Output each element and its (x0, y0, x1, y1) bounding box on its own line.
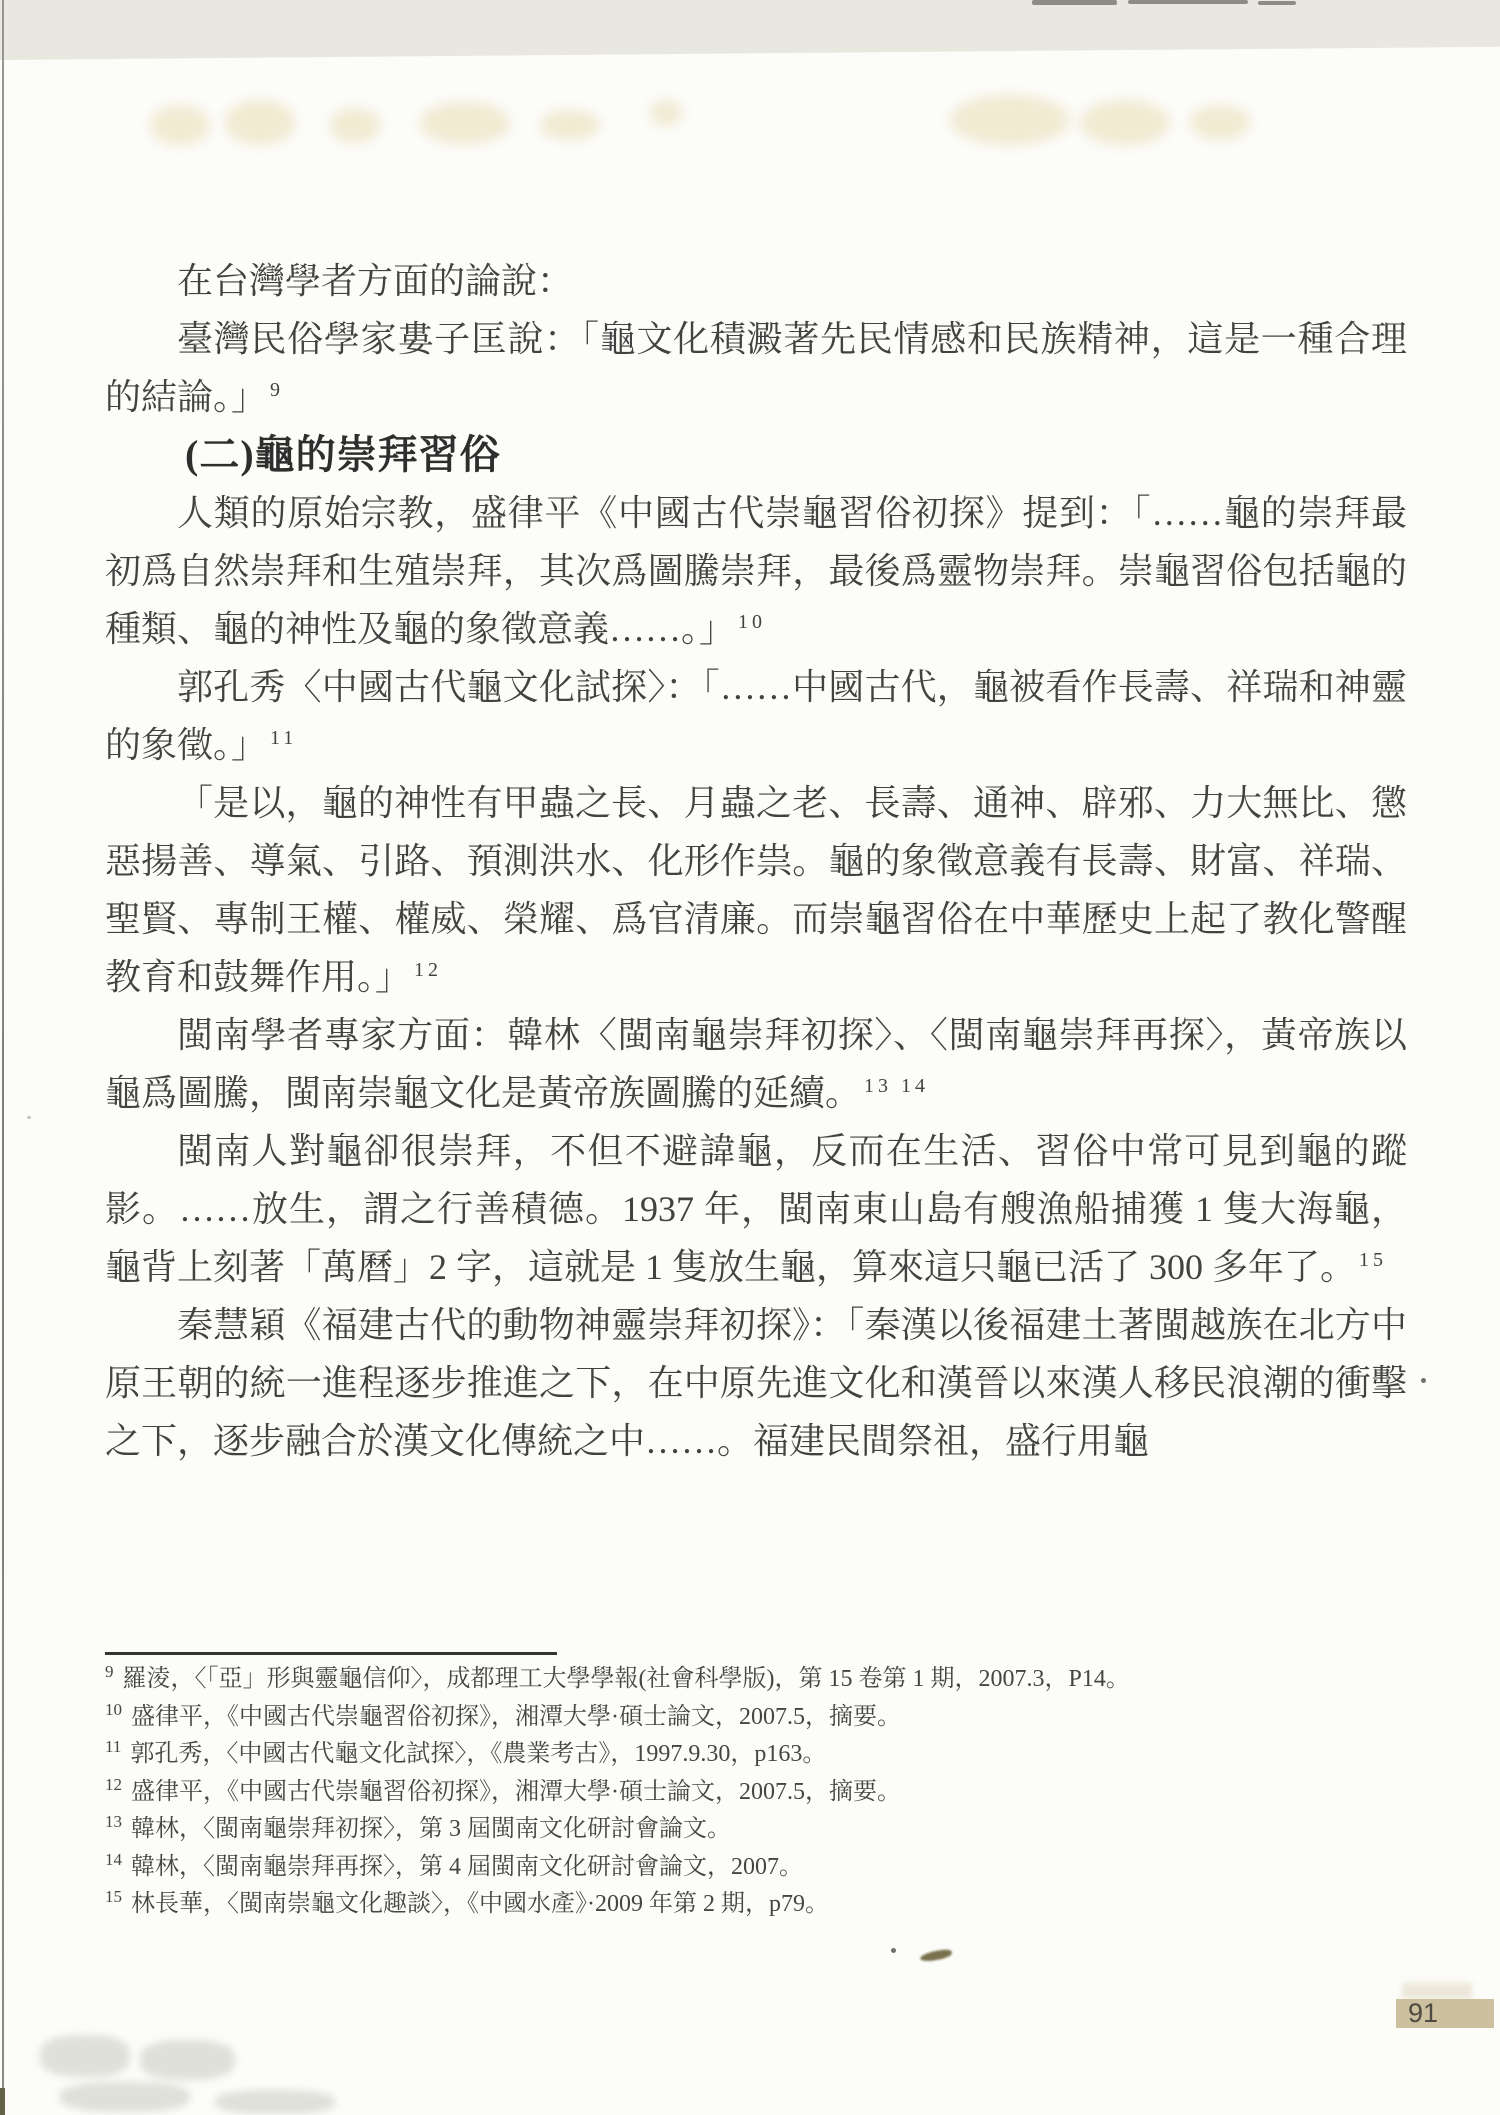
body-paragraph (105, 1122, 1407, 1296)
ink-speck (27, 1116, 31, 1119)
body-paragraph (105, 1006, 1407, 1122)
scan-left-edge-line (2, 0, 4, 2115)
footnote-reference: 12 (414, 959, 443, 981)
paragraph-text: 閩南人對龜卻很崇拜，不但不避諱龜，反而在生活、習俗中常可見到龜的蹤影。……放生，謂之行善積德。1937 年，閩南東山島有艘漁船捕獲 1 隻大海龜，龜背上刻著「萬曆」2 字，這就是 1 隻放生龜，算來這只龜已活了 300 多年了。 (105, 1131, 1407, 1287)
body-paragraph (105, 252, 1407, 310)
page-badge-halo (1402, 1983, 1472, 1999)
bleed-through-mark (40, 2035, 130, 2077)
footnote-number: 13 (105, 1812, 122, 1831)
bleed-through-mark (1080, 100, 1170, 145)
footnote-reference: 9 (270, 379, 285, 401)
footnote-text: 韓林，〈閩南龜崇拜初探〉，第 3 屆閩南文化研討會論文。 (131, 1816, 731, 1842)
bleed-through-mark (60, 2082, 190, 2112)
paragraph-text: 閩南學者專家方面：韓林〈閩南龜崇拜初探〉、〈閩南龜崇拜再探〉，黃帝族以龜爲圖騰，閩南崇龜文化是黃帝族圖騰的延續。 (105, 1015, 1407, 1113)
paragraph-text: 郭孔秀〈中國古代龜文化試探〉：「……中國古代，龜被看作長壽、祥瑞和神靈的象徵。」 (105, 667, 1407, 765)
bleed-through-mark (650, 100, 682, 126)
paragraph-text: 臺灣民俗學家婁子匡說：「龜文化積澱著先民情感和民族精神，這是一種合理的結論。」 (105, 319, 1407, 417)
footnote-item (105, 1886, 1407, 1924)
body-paragraph (105, 310, 1407, 426)
footnote-number: 10 (105, 1699, 122, 1719)
bleed-through-mark (1190, 105, 1250, 140)
section-heading: (二)龜的崇拜習俗 (185, 432, 501, 477)
bleed-through-mark (225, 100, 295, 145)
footnote-reference: 11 (270, 727, 298, 749)
footnote-number: 12 (105, 1774, 122, 1794)
footnote-item (105, 1736, 1407, 1774)
footnote-item (105, 1811, 1407, 1849)
footnote-reference: 13 14 (864, 1075, 930, 1097)
footnote-item (105, 1661, 1407, 1699)
ink-speck (891, 1948, 896, 1953)
footnote-text: 郭孔秀，〈中國古代龜文化試探〉，《農業考古》，1997.9.30，p163。 (130, 1741, 827, 1767)
bleed-through-mark (140, 2040, 235, 2080)
page-number: 91 (1408, 1998, 1439, 2028)
scan-top-band (0, 0, 1500, 60)
footnote-item (105, 1774, 1407, 1812)
ink-smudge (919, 1948, 952, 1962)
bleed-through-mark (150, 105, 210, 145)
bleed-through-mark (540, 110, 600, 140)
footnote-number: 15 (105, 1887, 122, 1906)
paragraph-text: 人類的原始宗教，盛律平《中國古代崇龜習俗初探》提到：「……龜的崇拜最初爲自然崇拜和生殖崇拜，其次爲圖騰崇拜，最後爲靈物崇拜。崇龜習俗包括龜的種類、龜的神性及龜的象徵意義……。」 (105, 493, 1407, 649)
footnote-reference: 15 (1359, 1249, 1388, 1271)
footnote-number: 9 (105, 1662, 114, 1681)
bleed-through-mark (950, 95, 1070, 145)
body-paragraph (105, 484, 1407, 658)
ink-speck (1421, 1378, 1426, 1383)
paragraph-text: 「是以，龜的神性有甲蟲之長、月蟲之老、長壽、通神、辟邪、力大無比、懲惡揚善、導氣、引路、預測洪水、化形作祟。龜的象徵意義有長壽、財富、祥瑞、聖賢、專制王權、權威、榮耀、爲官清廉。而崇龜習俗在中華歷史上起了教化警醒教育和鼓舞作用。」 (105, 783, 1407, 997)
scan-edge-mark (1128, 0, 1248, 4)
paragraph-text: 秦慧穎《福建古代的動物神靈崇拜初探》：「秦漢以後福建土著閩越族在北方中原王朝的統一進程逐步推進之下，在中原先進文化和漢晉以來漢人移民浪潮的衝擊之下，逐步融合於漢文化傳統之中……。福建民間祭祖，盛行用龜 (105, 1305, 1407, 1461)
footnote-reference: 10 (738, 611, 767, 633)
paragraph-text: 在台灣學者方面的論說： (177, 261, 574, 301)
footnote-number: 14 (105, 1849, 122, 1869)
footnote-separator-rule (105, 1652, 557, 1655)
scan-left-edge-mark (0, 2088, 5, 2115)
page-number-badge (1396, 1999, 1494, 2028)
footnote-item (105, 1699, 1407, 1737)
body-paragraph (105, 658, 1407, 774)
footnote-text: 林長華，〈閩南崇龜文化趣談〉，《中國水產》·2009 年第 2 期，p79。 (131, 1891, 829, 1917)
footnote-number: 11 (105, 1737, 122, 1756)
footnote-text: 盛律平，《中國古代崇龜習俗初探》，湘潭大學·碩士論文，2007.5，摘要。 (131, 1778, 901, 1805)
bleed-through-mark (330, 108, 380, 143)
bleed-through-mark (420, 102, 510, 144)
body-paragraph (105, 1296, 1407, 1470)
footnote-text: 羅淩，〈「亞」形與靈龜信仰〉，成都理工大學學報(社會科學版)，第 15 卷第 1 期，2007.3，P14。 (122, 1666, 1130, 1692)
footnote-text: 韓林，〈閩南龜崇拜再探〉，第 4 屆閩南文化研討會論文，2007。 (131, 1853, 803, 1880)
footnotes-block (105, 1661, 1407, 1924)
footnote-text: 盛律平，《中國古代崇龜習俗初探》，湘潭大學·碩士論文，2007.5，摘要。 (131, 1703, 901, 1730)
body-paragraph (105, 774, 1407, 1006)
footnote-item (105, 1849, 1407, 1887)
scan-edge-mark (1258, 1, 1296, 5)
body-text-block (105, 252, 1407, 1470)
scan-edge-mark (1032, 0, 1117, 5)
bleed-through-mark (215, 2090, 335, 2114)
